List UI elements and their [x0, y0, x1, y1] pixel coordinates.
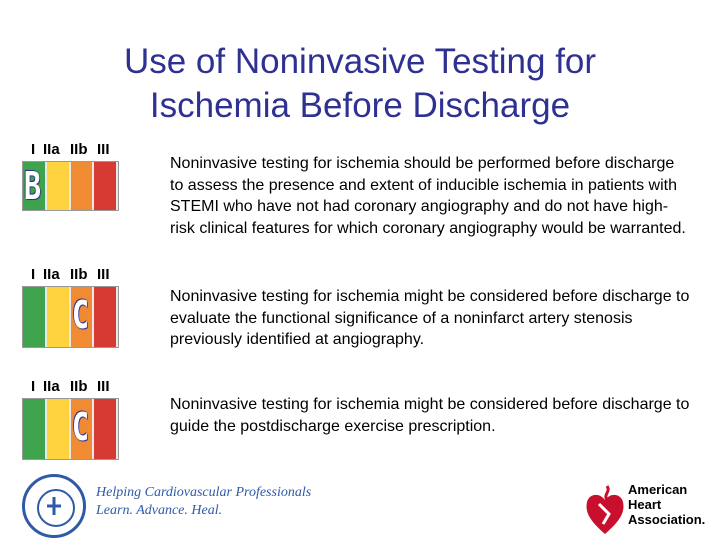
recommendation-class-bar-3: [22, 378, 122, 460]
slide-footer: [0, 468, 720, 540]
class-iia-cell: [47, 399, 71, 459]
class-iia-cell: [47, 287, 71, 347]
class-iib-cell: [71, 162, 95, 210]
slide-title: [60, 40, 660, 128]
level-of-evidence: B: [23, 164, 42, 208]
acc-seal-icon: [22, 474, 86, 538]
acc-tagline: Helping Cardiovascular Professionals Learn. Advance. Heal.: [96, 485, 312, 518]
recommendation-class-bar-1: [22, 141, 122, 211]
recommendation-text-2: Noninvasive testing for ischemia might be considered before discharge to evaluate the functional significance of a noninfarct artery stenosis previously identified at angiography.: [170, 288, 690, 348]
class-header: I IIa IIb III: [31, 378, 110, 395]
title-line-1: Use of Noninvasive Testing for: [123, 42, 597, 81]
title-line-2: Ischemia Before Discharge: [149, 86, 571, 125]
recommendation-text-3: Noninvasive testing for ischemia might be considered before discharge to guide the postdischarge exercise prescription.: [170, 396, 690, 435]
class-iii-cell: [94, 162, 118, 210]
class-iii-cell: [94, 399, 118, 459]
heart-torch-icon: [585, 482, 625, 538]
class-iii-cell: [94, 287, 118, 347]
class-i-cell: [23, 399, 47, 459]
aha-wordmark: American Heart Association.: [628, 482, 706, 527]
class-header: I IIa IIb III: [31, 266, 110, 283]
level-of-evidence: C: [71, 293, 90, 337]
class-i-cell: [23, 287, 47, 347]
class-color-bar: [22, 161, 119, 211]
level-of-evidence: C: [71, 405, 90, 449]
class-color-bar: [22, 398, 119, 460]
class-color-bar: [22, 286, 119, 348]
class-iia-cell: [47, 162, 71, 210]
recommendation-class-bar-2: [22, 266, 122, 348]
class-header: I IIa IIb III: [31, 141, 110, 158]
recommendation-text-1: Noninvasive testing for ischemia should be performed before discharge to assess the presence and extent of inducible ischemia in patients with STEMI who have not had coronary angiography and do not have high-risk clinical features for which coronary angiography would be warranted.: [170, 155, 686, 237]
